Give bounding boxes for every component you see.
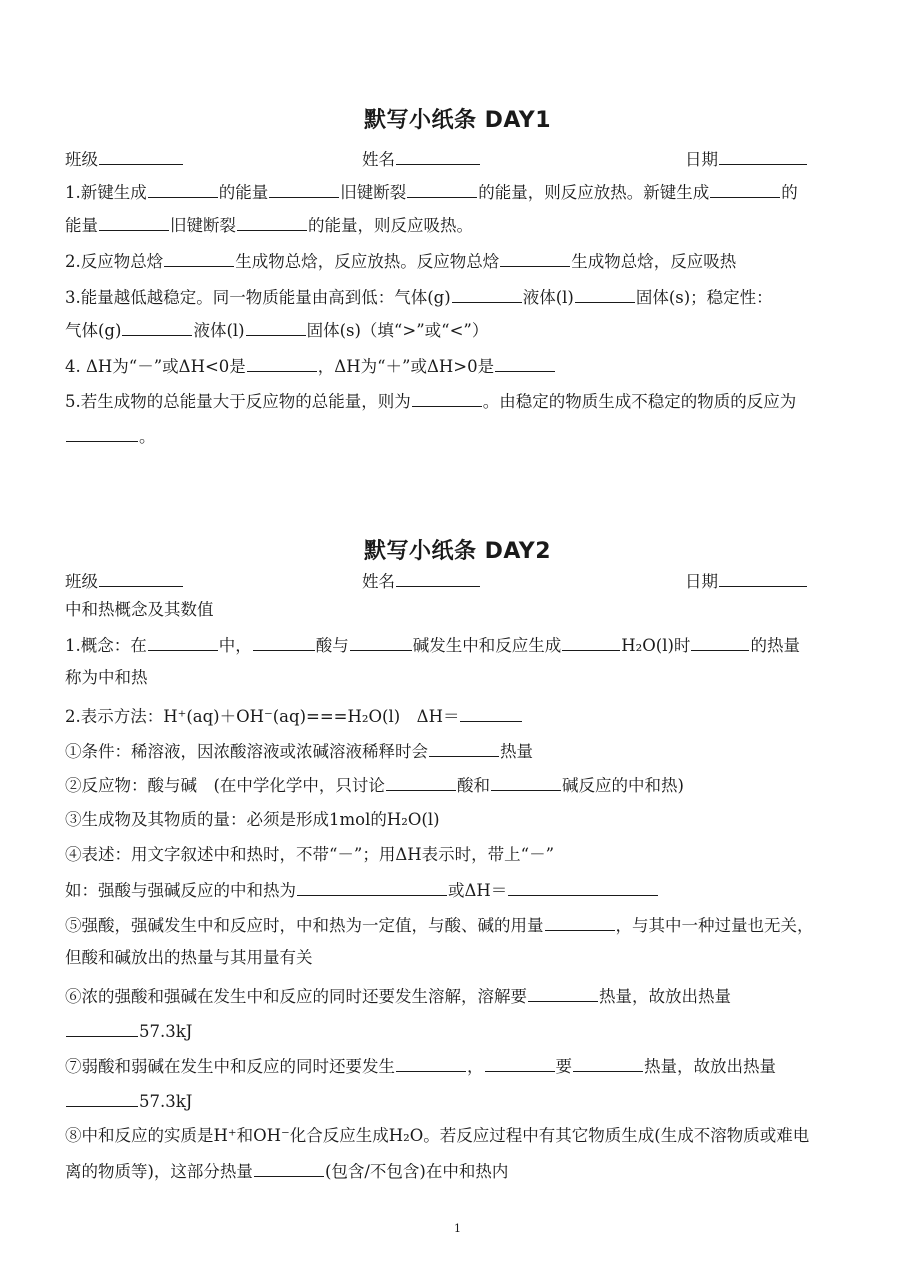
day1-date-field: 日期: [685, 147, 808, 172]
day1-name-blank[interactable]: [396, 147, 480, 165]
day1-q3-line2: 气体(g) 液体(l) 固体(s)（填“>”或“<”）: [65, 318, 488, 343]
answer-blank[interactable]: [460, 704, 522, 722]
day2-c6-line2: 57.3kJ: [65, 1019, 192, 1044]
day2-class-blank[interactable]: [99, 569, 183, 587]
answer-blank[interactable]: [237, 213, 307, 231]
day1-class-blank[interactable]: [99, 147, 183, 165]
answer-blank[interactable]: [269, 180, 339, 198]
day2-date-field: 日期: [685, 569, 808, 594]
answer-blank[interactable]: [429, 739, 499, 757]
answer-blank[interactable]: [297, 878, 447, 896]
answer-blank[interactable]: [573, 1054, 643, 1072]
day1-q1-line2: 能量 旧键断裂 的能量，则反应吸热。: [65, 213, 473, 238]
answer-blank[interactable]: [485, 1054, 555, 1072]
answer-blank[interactable]: [396, 1054, 466, 1072]
day1-class-field: 班级: [65, 147, 184, 172]
day2-name-field: 姓名: [362, 569, 481, 594]
answer-blank[interactable]: [253, 633, 315, 651]
day2-c8-line1: ⑧中和反应的实质是H⁺和OH⁻化合反应生成H₂O。若反应过程中有其它物质生成(生成不溶物质或难电: [65, 1126, 810, 1145]
day1-name-field: 姓名: [362, 147, 481, 172]
day2-name-blank[interactable]: [396, 569, 480, 587]
day2-heading: 中和热概念及其数值: [65, 600, 214, 619]
day2-example: 如：强酸与强碱反应的中和热为 或ΔH＝: [65, 878, 659, 903]
day1-q5-line1: 5.若生成物的总能量大于反应物的总能量，则为 。由稳定的物质生成不稳定的物质的反应为: [65, 389, 796, 414]
day2-q2: 2.表示方法：H⁺(aq)＋OH⁻(aq)===H₂O(l) ΔH＝: [65, 704, 523, 729]
answer-blank[interactable]: [545, 913, 615, 931]
day1-date-blank[interactable]: [719, 147, 807, 165]
day2-class-field: 班级: [65, 569, 184, 594]
day2-title: 默写小纸条 DAY2: [363, 539, 552, 564]
answer-blank[interactable]: [148, 180, 218, 198]
answer-blank[interactable]: [66, 1019, 138, 1037]
answer-blank[interactable]: [495, 354, 555, 372]
day2-date-blank[interactable]: [719, 569, 807, 587]
day2-c8-line2: 离的物质等)，这部分热量 (包含/不包含)在中和热内: [65, 1159, 508, 1184]
answer-blank[interactable]: [452, 285, 522, 303]
day2-c1: ①条件：稀溶液，因浓酸溶液或浓碱溶液稀释时会 热量: [65, 739, 533, 764]
answer-blank[interactable]: [528, 984, 598, 1002]
answer-blank[interactable]: [99, 213, 169, 231]
day1-q3-line1: 3.能量越低越稳定。同一物质能量由高到低：气体(g) 液体(l) 固体(s)；稳定性：: [65, 285, 773, 310]
day1-q4: 4. ΔH为“－”或ΔH<0是 ，ΔH为“＋”或ΔH>0是: [65, 354, 556, 379]
answer-blank[interactable]: [407, 180, 477, 198]
day1-title: 默写小纸条 DAY1: [363, 108, 552, 133]
day2-c3: ③生成物及其物质的量：必须是形成1mol的H₂O(l): [65, 810, 440, 829]
answer-blank[interactable]: [254, 1159, 324, 1177]
answer-blank[interactable]: [491, 773, 561, 791]
answer-blank[interactable]: [247, 354, 317, 372]
answer-blank[interactable]: [508, 878, 658, 896]
answer-blank[interactable]: [66, 424, 138, 442]
day2-q1-line1: 1.概念：在 中， 酸与 碱发生中和反应生成 H₂O(l)时 的热量: [65, 633, 800, 658]
answer-blank[interactable]: [122, 318, 192, 336]
answer-blank[interactable]: [691, 633, 749, 651]
page-number: 1: [454, 1222, 461, 1235]
day1-q2: 2.反应物总焓 生成物总焓，反应放热。反应物总焓 生成物总焓，反应吸热: [65, 249, 736, 274]
answer-blank[interactable]: [164, 249, 234, 267]
answer-blank[interactable]: [710, 180, 780, 198]
day2-q1-line2: 称为中和热: [65, 668, 148, 687]
day2-c6-line1: ⑥浓的强酸和强碱在发生中和反应的同时还要发生溶解，溶解要 热量，故放出热量: [65, 984, 731, 1009]
day2-c5-line1: ⑤强酸，强碱发生中和反应时，中和热为一定值，与酸、碱的用量 ，与其中一种过量也无关，: [65, 913, 814, 938]
answer-blank[interactable]: [66, 1089, 138, 1107]
answer-blank[interactable]: [412, 389, 482, 407]
answer-blank[interactable]: [350, 633, 412, 651]
day2-c5-line2: 但酸和碱放出的热量与其用量有关: [65, 948, 313, 967]
answer-blank[interactable]: [575, 285, 635, 303]
day2-c7-line1: ⑦弱酸和弱碱在发生中和反应的同时还要发生 ， 要 热量，故放出热量: [65, 1054, 776, 1079]
day1-q5-line2: 。: [65, 424, 156, 449]
day2-c2: ②反应物：酸与碱 (在中学化学中，只讨论 酸和 碱反应的中和热): [65, 773, 684, 798]
answer-blank[interactable]: [246, 318, 306, 336]
answer-blank[interactable]: [148, 633, 218, 651]
answer-blank[interactable]: [500, 249, 570, 267]
day2-c4: ④表述：用文字叙述中和热时，不带“－”；用ΔH表示时，带上“－”: [65, 845, 555, 864]
day1-q1-line1: 1.新键生成 的能量 旧键断裂 的能量，则反应放热。新键生成 的: [65, 180, 798, 205]
day2-c7-line2: 57.3kJ: [65, 1089, 192, 1114]
answer-blank[interactable]: [562, 633, 620, 651]
answer-blank[interactable]: [386, 773, 456, 791]
